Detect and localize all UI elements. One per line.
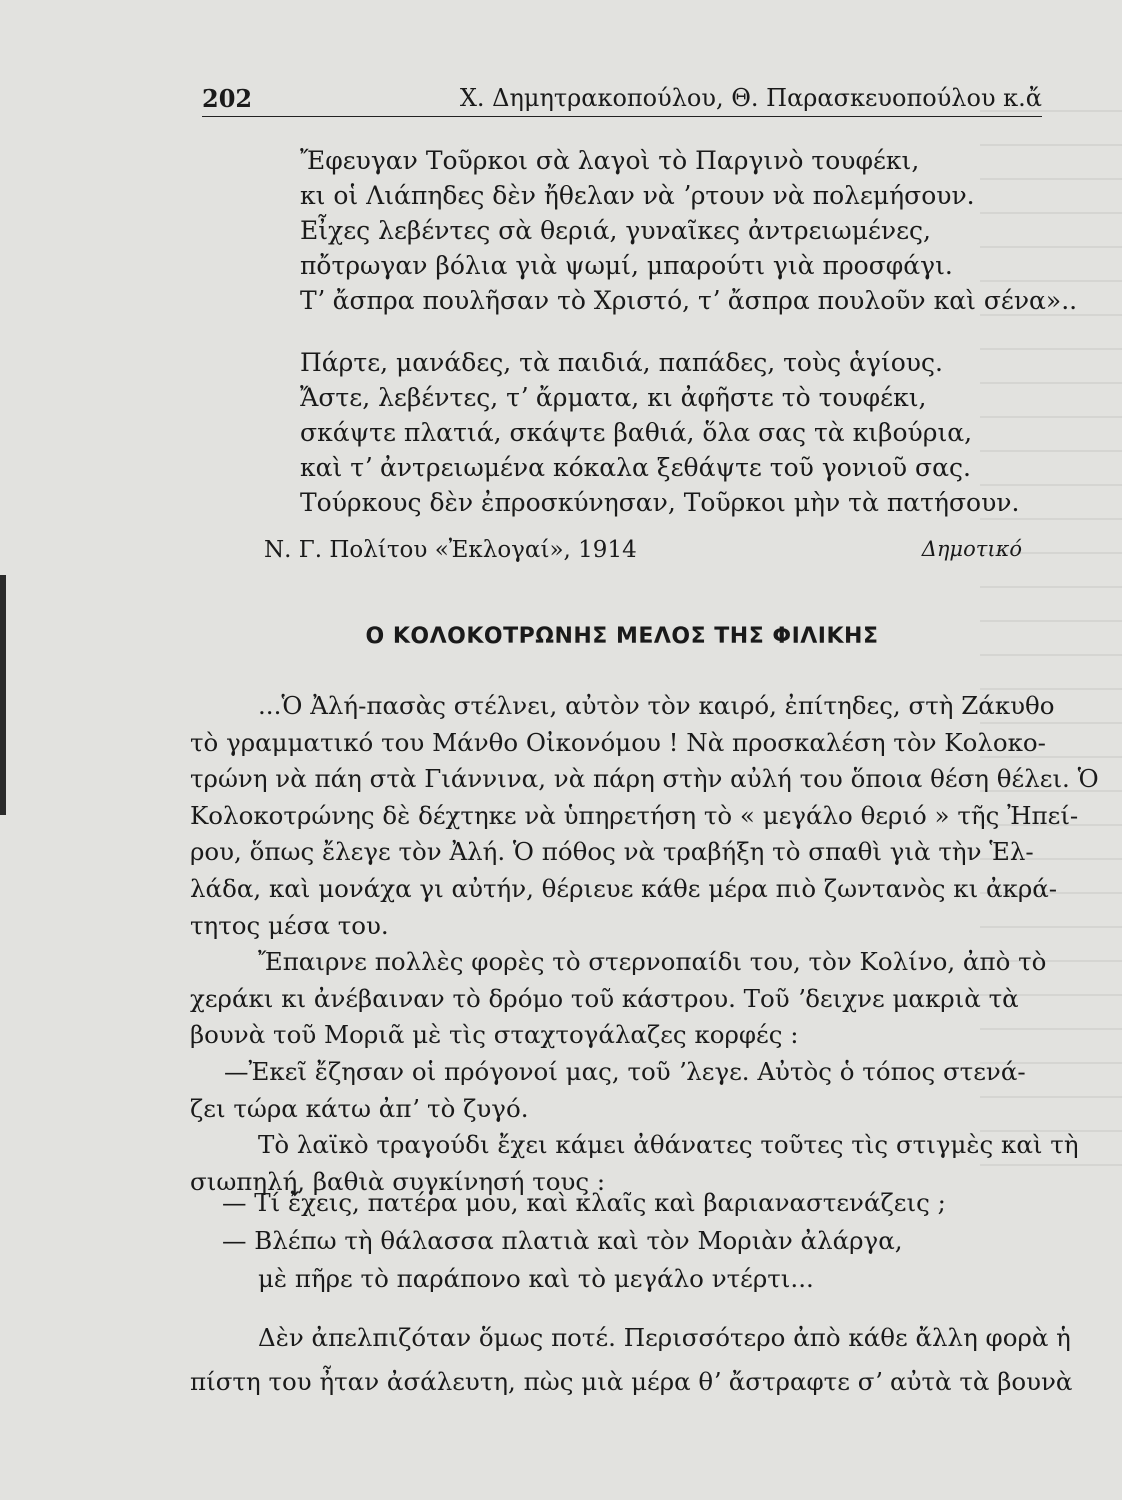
poem-line: Εἶχες λεβέντες σὰ θεριά, γυναῖκες ἀντρειωμένες, [300, 216, 931, 245]
poem-line: σκάψτε πλατιά, σκάψτε βαθιά, ὅλα σας τὰ κιβούρια, [300, 418, 973, 447]
page-edge-shadow [0, 575, 6, 815]
prose-line: Κολοκοτρώνης δὲ δέχτηκε νὰ ὑπηρετήση τὸ « μεγάλο θεριό » τῆς Ἠπεί- [190, 800, 1079, 830]
stanza-gap [300, 318, 1077, 345]
running-head: Χ. Δημητρακοπούλου, Θ. Παρασκευοπούλου κ.ἄ [459, 84, 1042, 112]
prose-line: σιωπηλή, βαθιὰ συγκίνησή τους : [190, 1166, 606, 1196]
song-line: — Βλέπω τὴ θάλασσα πλατιὰ καὶ τὸν Μοριὰν ἀλάργα, [222, 1226, 903, 1255]
poem-line: Ἄστε, λεβέντες, τʼ ἄρματα, κι ἀφῆστε τὸ τουφέκι, [300, 383, 927, 412]
poem-line: Τʼ ἄσπρα πουλῆσαν τὸ Χριστό, τʼ ἄσπρα πουλοῦν καὶ σένα».. [300, 286, 1078, 315]
prose-line: ζει τώρα κάτω ἀπʼ τὸ ζυγό. [190, 1093, 529, 1123]
closing-paragraph [190, 1316, 1073, 1404]
poem-line: καὶ τʼ ἀντρειωμένα κόκαλα ξεθάψτε τοῦ γονιοῦ σας. [300, 453, 971, 482]
page-header [202, 76, 1042, 117]
source-citation: Ν. Γ. Πολίτου «Ἐκλογαί», 1914 [264, 537, 637, 563]
poem-line: Πάρτε, μανάδες, τὰ παιδιά, παπάδες, τοὺς ἁγίους. [300, 348, 943, 377]
prose-body [190, 688, 1099, 1200]
prose-line: χεράκι κι ἀνέβαιναν τὸ δρόμο τοῦ κάστρου. Τοῦ ʼδειχνε μακριὰ τὰ [190, 983, 1019, 1013]
poem-line: Ἔφευγαν Τοῦρκοι σὰ λαγοὶ τὸ Παργινὸ τουφέκι, [300, 146, 920, 175]
page-number: 202 [202, 84, 253, 113]
source-genre: Δημοτικό [921, 537, 1022, 561]
poem [300, 143, 1077, 520]
poem-line: κι οἱ Λιάπηδες δὲν ἤθελαν νὰ ʼρτουν νὰ πολεμήσουν. [300, 181, 975, 210]
prose-line: τρώνη νὰ πάη στὰ Γιάννινα, νὰ πάρη στὴν αὐλή του ὅποια θέση θέλει. Ὁ [190, 764, 1099, 794]
poem-line: πὄτρωγαν βόλια γιὰ ψωμί, μπαρούτι γιὰ προσφάγι. [300, 251, 953, 280]
prose-line: βουνὰ τοῦ Μοριᾶ μὲ τὶς σταχτογάλαζες κορφές : [190, 1020, 799, 1050]
prose-line: τητος μέσα του. [190, 910, 389, 940]
prose-line: Τὸ λαϊκὸ τραγούδι ἔχει κάμει ἀθάνατες τοῦτες τὶς στιγμὲς καὶ τὴ [258, 1130, 1079, 1160]
poem-source [264, 537, 1022, 571]
prose-line: Δὲν ἀπελπιζόταν ὅμως ποτέ. Περισσότερο ἀπὸ κάθε ἄλλη φορὰ ἡ [258, 1323, 1071, 1352]
prose-line: Ἔπαιρνε πολλὲς φορὲς τὸ στερνοπαίδι του, τὸν Κολίνο, ἀπὸ τὸ [258, 947, 1047, 977]
prose-line: πίστη του ἦταν ἀσάλευτη, πὼς μιὰ μέρα θʼ ἄστραφτε σʼ αὐτὰ τὰ βουνὰ [190, 1367, 1073, 1396]
song-line: — Τί ἔχεις, πατέρα μου, καὶ κλαῖς καὶ βαριαναστενάζεις ; [222, 1188, 946, 1217]
prose-line: τὸ γραμματικό του Μάνθο Οἰκονόμου ! Νὰ προσκαλέση τὸν Κολοκο- [190, 727, 1046, 757]
folk-song-excerpt [222, 1184, 946, 1298]
poem-line: Τούρκους δὲν ἐπροσκύνησαν, Τοῦρκοι μὴν τὰ πατήσουν. [300, 488, 1020, 517]
prose-line: ...Ὁ Ἀλή-πασὰς στέλνει, αὐτὸν τὸν καιρό, ἐπίτηδες, στὴ Ζάκυθο [258, 691, 1055, 720]
song-line: μὲ πῆρε τὸ παράπονο καὶ τὸ μεγάλο ντέρτι... [258, 1264, 814, 1293]
prose-line: ρου, ὅπως ἔλεγε τὸν Ἀλή. Ὁ πόθος νὰ τραβήξη τὸ σπαθὶ γιὰ τὴν Ἑλ- [190, 837, 1034, 867]
prose-line: —Ἐκεῖ ἔζησαν οἱ πρόγονοί μας, τοῦ ʼλεγε. Αὐτὸς ὁ τόπος στενά- [224, 1056, 1026, 1086]
prose-line: λάδα, καὶ μονάχα γι αὐτήν, θέριευε κάθε μέρα πιὸ ζωντανὸς κι ἀκρά- [190, 873, 1058, 903]
section-title: Ο ΚΟΛΟΚΟΤΡΩΝΗΣ ΜΕΛΟΣ ΤΗΣ ΦΙΛΙΚΗΣ [365, 624, 879, 649]
